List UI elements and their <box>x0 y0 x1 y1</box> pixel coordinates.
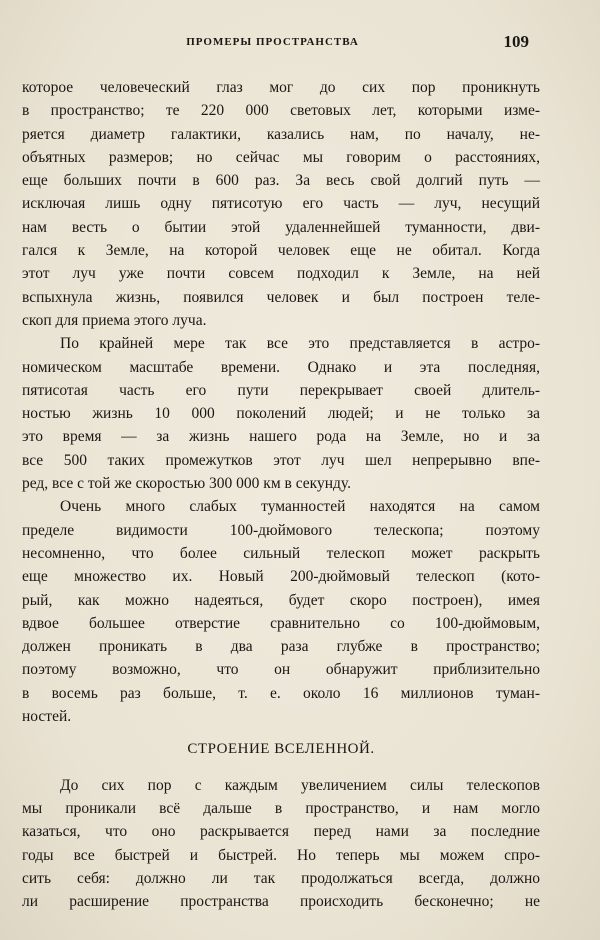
text-line: скоп для приема этого луча. <box>22 311 207 329</box>
text-line: в пространство; те 220 000 световых лет, которыми изме- <box>22 102 540 120</box>
text-line: По крайней мере так все это представляется в астро- <box>60 335 540 353</box>
running-title: ПРОМЕРЫ ПРОСТРАНСТВА <box>186 36 359 48</box>
text-line: несомненно, что более сильный телескоп может раскрыть <box>22 544 540 562</box>
text-line: этот луч уже почти совсем подходил к Земле, на ней <box>22 265 540 283</box>
text-line: вспыхнула жизнь, появился человек и был построен теле- <box>22 288 540 306</box>
text-line: в восемь раз больше, т. е. около 16 миллионов туман- <box>22 684 540 702</box>
text-line: гался к Земле, на которой человек еще не обитал. Когда <box>22 242 540 260</box>
text-line: Очень много слабых туманностей находятся на самом <box>60 498 540 516</box>
text-line: вдвое большее отверстие сравнительно со 100-дюймовым, <box>22 614 540 632</box>
text-line: До сих пор с каждым увеличением силы телескопов <box>60 776 540 794</box>
text-line: рый, как можно надеяться, будет скоро построен), имея <box>22 591 540 609</box>
text-line: ред, все с той же скоростью 300 000 км в секунду. <box>22 475 351 493</box>
text-line: годы все быстрей и быстрей. Но теперь мы можем спро- <box>22 846 540 864</box>
page-number: 109 <box>503 32 529 51</box>
text-line: все 500 таких промежутков этот луч шел непрерывно впе- <box>22 451 540 469</box>
text-line: которое человеческий глаз мог до сих пор проникнуть <box>22 79 540 96</box>
text-line: ряется диаметр галактики, казались нам, по началу, не- <box>22 125 540 143</box>
text-line: пределе видимости 100-дюймового телескопа; поэтому <box>22 521 540 539</box>
text-line: поэтому возможно, что он обнаружит приблизительно <box>22 661 540 679</box>
body-text <box>22 76 540 913</box>
text-line: это время — за жизнь нашего рода на Земле, но и за <box>22 428 540 446</box>
text-line: исключая лишь одну пятисотую его часть — луч, несущий <box>22 195 540 213</box>
text-line: мы проникали всё дальше в пространство, и нам могло <box>22 799 540 817</box>
text-line: казаться, что оно раскрывается перед нами за последние <box>22 823 540 841</box>
text-line: еще множество их. Новый 200-дюймовый телескоп (кото- <box>22 568 540 586</box>
text-line: нам весть о бытии этой удаленнейшей туманности, дви- <box>22 218 540 236</box>
text-line: ностью жизнь 10 000 поколений людей; и не только за <box>22 405 540 423</box>
text-line: должен проникать в два раза глубже в пространство; <box>22 638 540 656</box>
text-line: номическом масштабе времени. Однако и эта последняя, <box>22 358 540 376</box>
section-heading: СТРОЕНИЕ ВСЕЛЕННОЙ. <box>187 741 375 758</box>
text-line: пятисотая часть его пути перекрывает своей длитель- <box>22 381 540 399</box>
text-line: ли расширение пространства происходить бесконечно; не <box>22 893 540 911</box>
text-line: еще больших почти в 600 раз. За весь свой долгий путь — <box>22 172 540 190</box>
running-head <box>20 32 529 56</box>
text-line: объятных размеров; но сейчас мы говорим о расстояниях, <box>22 148 540 166</box>
text-line: ностей. <box>22 708 72 726</box>
text-line: сить себя: должно ли так продолжаться всегда, должно <box>22 869 540 887</box>
